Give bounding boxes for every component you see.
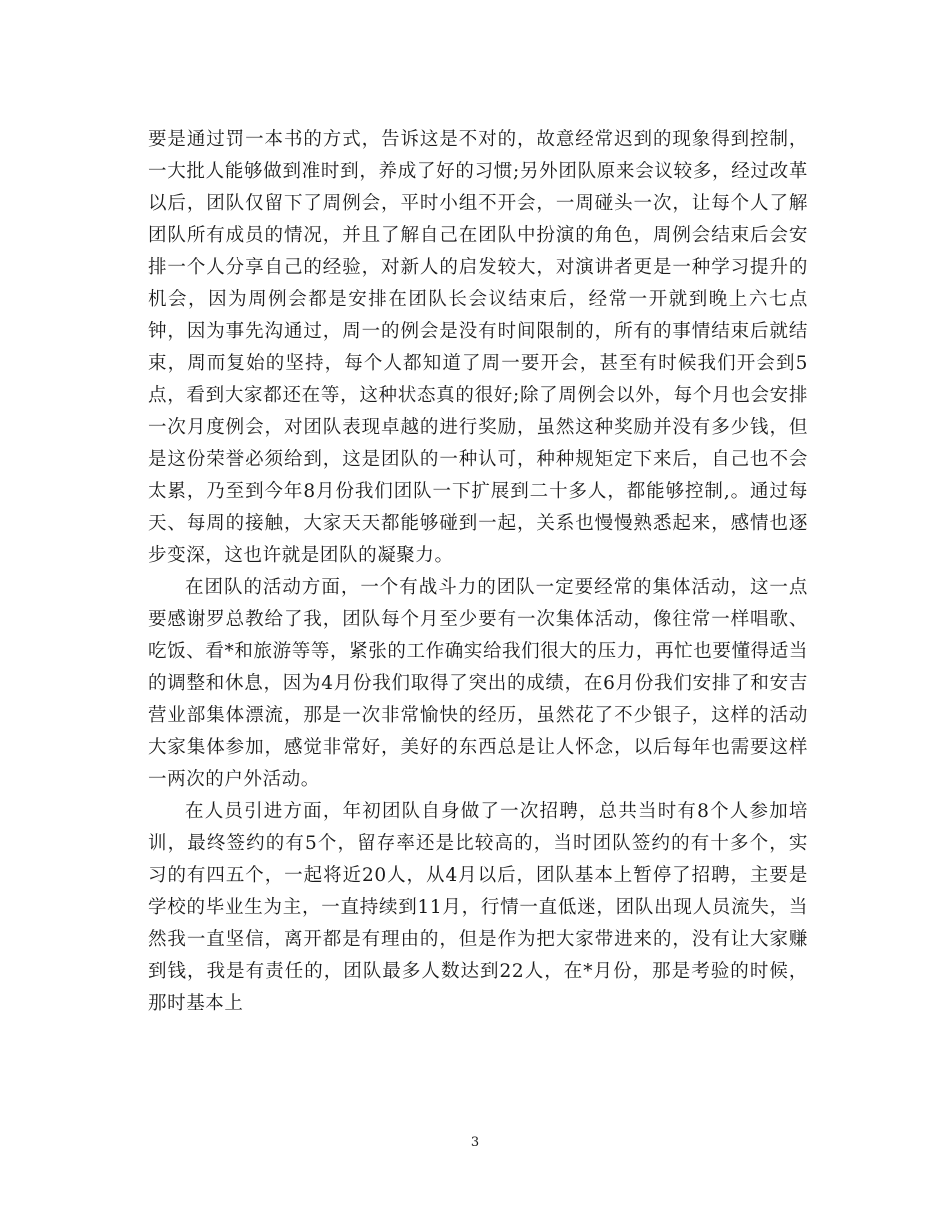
paragraph-recruitment: 在人员引进方面，年初团队自身做了一次招聘，总共当时有8个人参加培训，最终签约的有5个，留存率还是比较高的，当时团队签约的有十多个，实习的有四五个，一起将近20人，从4月以后，团队基本上暂停了招聘，主要是学校的毕业生为主，一直持续到11月，行情一直低迷，团队出现人员流失，当然我一直坚信，离开都是有理由的，但是作为把大家带进来的，没有让大家赚到钱，我是有责任的，团队最多人数达到22人，在*月份，那是考验的时候，那时基本上 [148,801,808,1014]
paragraph-team-activities: 在团队的活动方面，一个有战斗力的团队一定要经常的集体活动，这一点要感谢罗总教给了我，团队每个月至少要有一次集体活动，像往常一样唱歌、吃饭、看*和旅游等等，紧张的工作确实给我们很大的压力，再忙也要懂得适当的调整和休息，因为4月份我们取得了突出的成绩，在6月份我们安排了和安吉营业部集体漂流，那是一次非常愉快的经历，虽然花了不少银子，这样的活动大家集体参加，感觉非常好，美好的东西总是让人怀念，以后每年也需要这样一两次的户外活动。 [148,577,808,790]
paragraph-team-meetings: 要是通过罚一本书的方式，告诉这是不对的，故意经常迟到的现象得到控制，一大批人能够做到准时到，养成了好的习惯;另外团队原来会议较多，经过改革以后，团队仅留下了周例会，平时小组不开会，一周碰头一次，让每个人了解团队所有成员的情况，并且了解自己在团队中扮演的角色，周例会结束后会安排一个人分享自己的经验，对新人的启发较大，对演讲者更是一种学习提升的机会，因为周例会都是安排在团队长会议结束后，经常一开就到晚上六七点钟，因为事先沟通过，周一的例会是没有时间限制的，所有的事情结束后就结束，周而复始的坚持，每个人都知道了周一要开会，甚至有时候我们开会到5点，看到大家都还在等，这种状态真的很好;除了周例会以外，每个月也会安排一次月度例会，对团队表现卓越的进行奖励，虽然这种奖励并没有多少钱，但是这份荣誉必须给到，这是团队的一种认可，种种规矩定下来后，自己也不会太累，乃至到今年8月份我们团队一下扩展到二十多人，都能够控制,。通过每天、每周的接触，大家天天都能够碰到一起，关系也慢慢熟悉起来，感情也逐步变深，这也许就是团队的凝聚力。 [148,129,808,566]
document-body [148,124,808,1020]
page-number: 3 [470,1135,480,1150]
